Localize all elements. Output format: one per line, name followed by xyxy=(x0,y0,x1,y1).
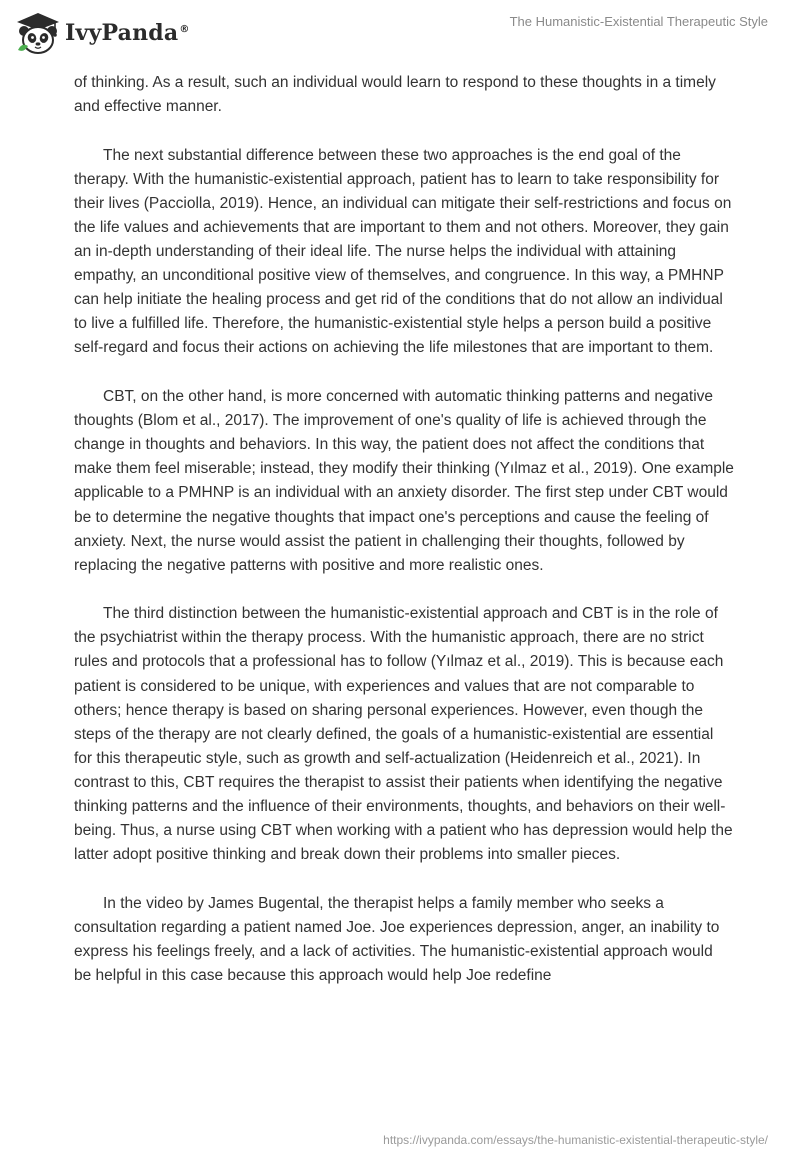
document-title: The Humanistic-Existential Therapeutic Style xyxy=(509,14,768,29)
paragraph-video-bugental: In the video by James Bugental, the therapist helps a family member who seeks a consultation regarding a patient named Joe. Joe experiences depression, anger, an inability to express his feelings freely, and a lack of activities. The humanistic-existential approach would be helpful in this case because this approach would help Joe redefine xyxy=(74,894,720,985)
logo-brand: IvyPanda xyxy=(65,20,179,46)
paragraph-end-goal: The next substantial difference between these two approaches is the end goal of the therapy. With the humanistic-existential approach, patient has to learn to take responsibility for their lives (Pacciolla, 2019). Hence, an individual can mitigate their self-restrictions and focus on the life values and achievements that are important to them and not others. Moreover, they gain an in-depth understanding of their ideal life. The nurse helps the individual with attaining empathy, an unconditional positive view of themselves, and congruence. In this way, a PMHNP can help initiate the healing process and get rid of the conditions that do not allow an individual to live a fulfilled life. Therefore, the humanistic-existential style helps a person build a positive self-regard and focus their actions on achieving the life milestones that are important to them. xyxy=(74,146,732,357)
paragraph-third-distinction: The third distinction between the humanistic-existential approach and CBT is in the role of the psychiatrist within the therapy process. With the humanistic approach, there are no strict rules and protocols that a professional has to follow (Yılmaz et al., 2019). This is because each patient is considered to be unique, with experiences and values that are not comparable to others; hence therapy is based on sharing personal experiences. However, even though the steps of the therapy are not clearly defined, the goals of a humanistic-existential are essential for this therapeutic style, such as growth and self-actualization (Heidenreich et al., 2021). In contrast to this, CBT requires the therapist to assist their patients when identifying the negative thinking patterns and the influence of their environments, thoughts, and behaviors on their well-being. Thus, a nurse using CBT when working with a patient who has depression would help the latter adopt positive thinking and break down their problems into smaller pieces. xyxy=(74,605,733,864)
page-header xyxy=(0,0,800,70)
essay-body xyxy=(74,71,734,1013)
ivypanda-logo[interactable] xyxy=(15,8,190,58)
source-url-link[interactable]: https://ivypanda.com/essays/the-humanistic-existential-therapeutic-style/ xyxy=(383,1133,768,1147)
logo-text xyxy=(65,20,190,46)
paragraph-continuation: of thinking. As a result, such an individual would learn to respond to these thoughts in a timely and effective manner. xyxy=(74,74,716,116)
paragraph-cbt: CBT, on the other hand, is more concerned with automatic thinking patterns and negative thoughts (Blom et al., 2017). The improvement of one's quality of life is achieved through the change in thoughts and behaviors. In this way, the patient does not affect the conditions that make them feel miserable; instead, they modify their thinking (Yılmaz et al., 2019). One example applicable to a PMHNP is an individual with an anxiety disorder. The first step under CBT would be to determine the negative thoughts that impact one's perceptions and cause the feeling of anxiety. Next, the nurse would assist the patient in challenging their thoughts, followed by replacing the negative patterns with positive and more realistic ones. xyxy=(74,388,734,574)
registered-mark: ® xyxy=(179,23,190,35)
panda-graduate-icon xyxy=(15,10,61,56)
